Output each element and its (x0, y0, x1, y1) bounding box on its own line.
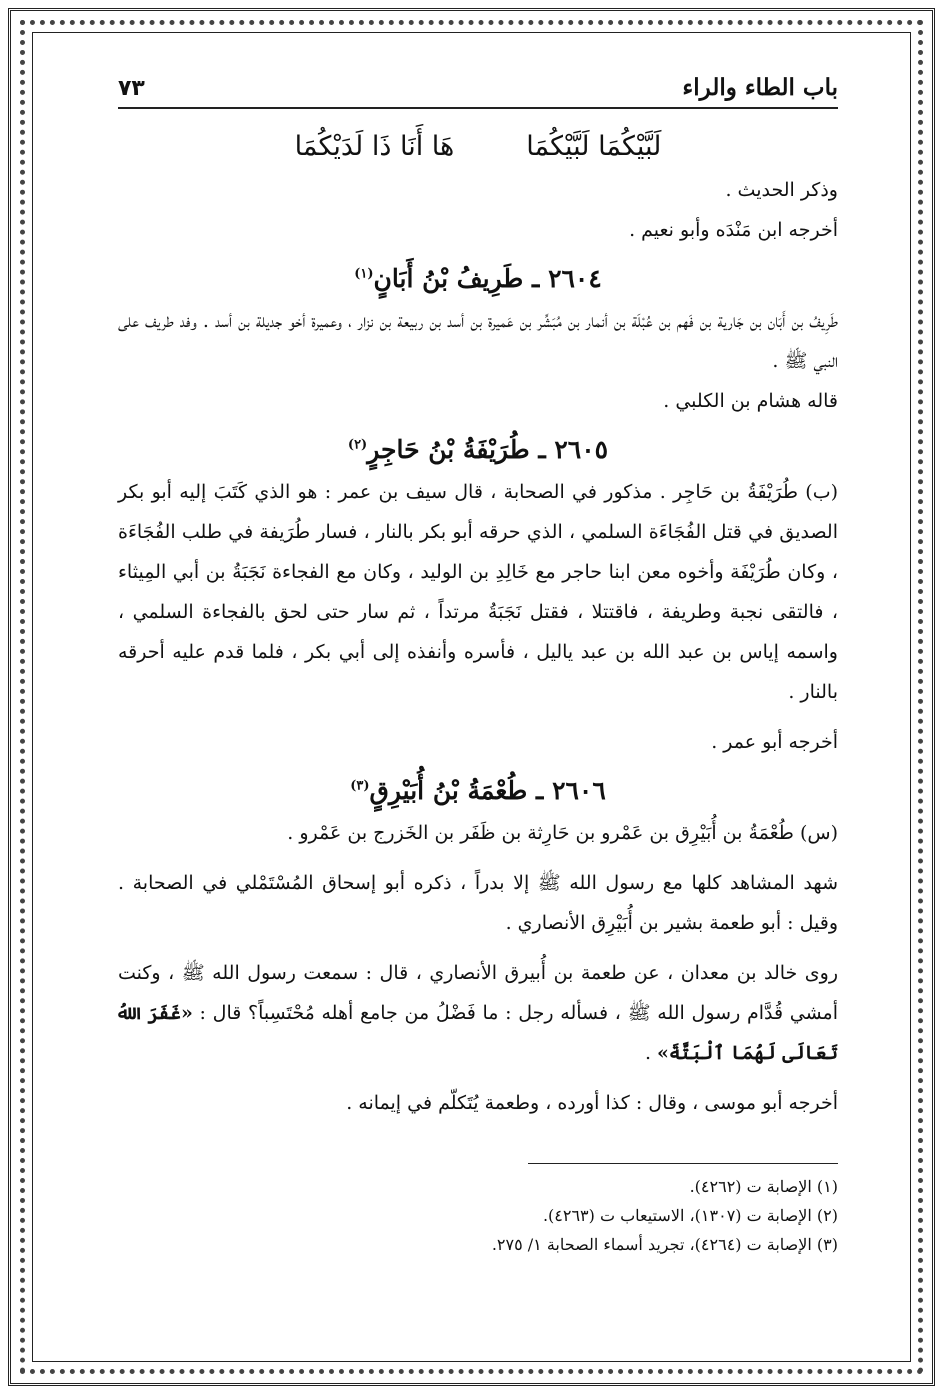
running-header (118, 74, 838, 109)
footnote: (٣) الإصابة ت (٤٢٦٤)، تجريد أسماء الصحابة ١/ ٢٧٥. (491, 1235, 838, 1254)
verse-hemistich-2: هَا أَنَا ذَا لَدَيْكُمَا (294, 131, 455, 162)
entry-paragraph: شهد المشاهد كلها مع رسول الله ﷺ إلا بدراً ، ذكره أبو إسحاق المُسْتَمْلي في الصحابة . وقيل : أبو طعمة بشير بن أُبَيْرِق الأنصاري . (118, 872, 838, 934)
entry-paragraph: روى خالد بن معدان ، عن طعمة بن أُبيرق الأنصاري ، قال : سمعت رسول الله ﷺ ، وكنت أمشي قُدَّام رسول الله ﷺ ، فسأله رجل : ما فَضْلُ من جامع أهله مُحْتَسِباً؟ قال : «غَفَرَ اللهُ تَعَالَى لَهُمَا ٱلْبَتَّةَ» . (118, 962, 839, 1064)
footnote-ref: (٢) (347, 437, 368, 453)
hadith-quote: «غَفَرَ اللهُ تَعَالَى لَهُمَا ٱلْبَتَّةَ» (118, 1002, 838, 1064)
entry-heading-2605: ٢٦٠٥ ـ طُرَيْفَةُ بْنُ حَاجِرٍ$^{(٢)}$ (347, 435, 609, 464)
entry-paragraph: طَرِيفُ بن أَبَان بن جَارية بن فَهم بن عُبْلَة بن أنمار بن مُبَشِّر بن عَميرة بن أسد بن ربيعة بن نزار ، وعميرة أخو جديلة بن أسد . وفد طريف على النبي ﷺ . (118, 310, 838, 372)
page-content (118, 74, 838, 1259)
entry-paragraph: أخرجه أبو موسى ، وقال : كذا أورده ، وطعمة يُتَكلّم في إيمانه . (346, 1092, 838, 1114)
footnote-divider (528, 1163, 838, 1164)
verse-hemistich-1: لَبَّيْكُمَا لَبَّيْكُمَا (526, 131, 662, 162)
chapter-title: باب الطاء والراء (682, 74, 838, 101)
entry-paragraph: قاله هشام بن الكلبي . (663, 390, 838, 412)
text-line: أخرجه ابن مَنْدَه وأبو نعيم . (629, 219, 838, 241)
poetry-verse (118, 131, 838, 162)
page-number: ٧٣ (118, 76, 145, 101)
entry-heading-2604: ٢٦٠٤ ـ طَرِيفُ بْنُ أَبَانٍ$^{(١)}$ (354, 264, 602, 293)
text-line: وذكر الحديث . (725, 179, 838, 201)
footnote: (٢) الإصابة ت (١٣٠٧)، الاستيعاب ت (٤٢٦٣). (542, 1206, 838, 1225)
entry-paragraph: (س) طُعْمَةُ بن أُبَيْرِق بن عَمْرو بن حَارِثة بن ظَفَر بن الخَزرج بن عَمْرو . (287, 822, 838, 844)
entry-heading-2606: ٢٦٠٦ ـ طُعْمَةُ بْنُ أُبَيْرِقٍ$^{(٣)}$ (350, 776, 606, 805)
footnote: (١) الإصابة ت (٤٢٦٢). (689, 1177, 838, 1196)
entry-paragraph: أخرجه أبو عمر . (711, 731, 838, 753)
footnote-ref: (١) (354, 266, 374, 282)
entry-paragraph: (ب) طُرَيْفَةُ بن حَاجِر . مذكور في الصحابة ، قال سيف بن عمر : هو الذي كَتَبَ إليه أبو بكر الصديق في قتل الفُجَاءَة السلمي ، الذي حرقه أبو بكر بالنار ، فسار طُرَيفة في طلب الفُجَاءَة ، وكان طُرَيْفَة وأخوه معن ابنا حاجر مع خَالِدِ بن الوليد ، وكان مع الفجاءة نَجَبَةُ بن أبي المِيثاء ، فالتقى نجبة وطريفة ، فاقتتلا ، فقتل نَجَبَةُ مرتداً ، ثم سار حتى لحق بالفجاءة السلمي ، واسمه إياس بن عبد الله بن عبد ياليل ، فأسره وأنفذه إلى أبي بكر ، فلما قدم عليه أحرقه بالنار . (118, 481, 838, 703)
footnote-ref: (٣) (350, 778, 370, 794)
